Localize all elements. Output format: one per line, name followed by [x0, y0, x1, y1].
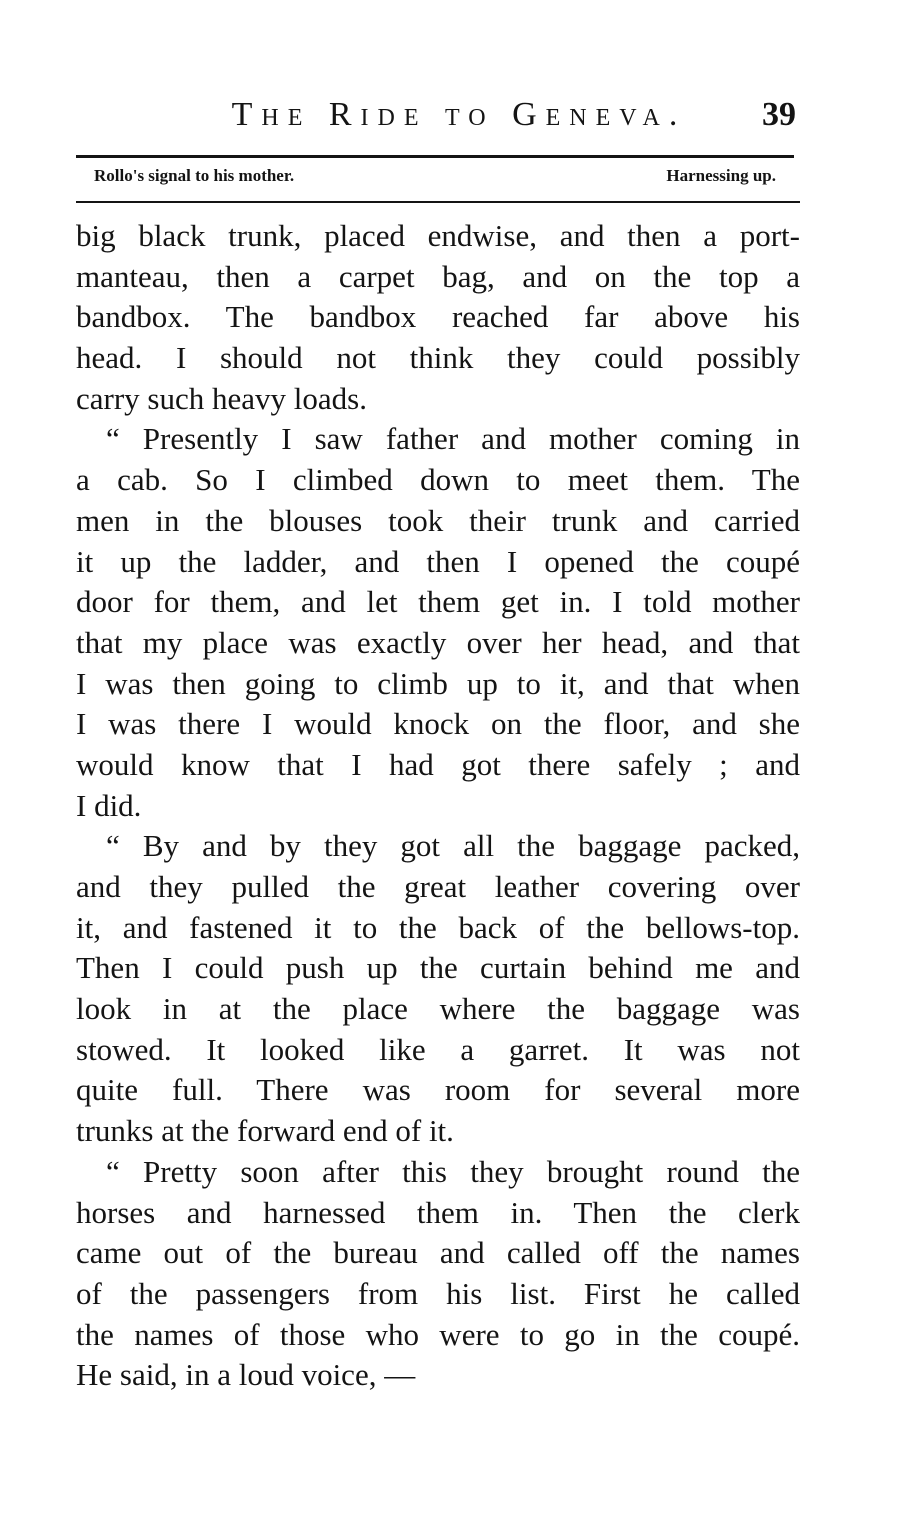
running-head	[76, 96, 798, 144]
text-line: and they pulled the great leather covering over	[76, 869, 800, 904]
text-line: He said, in a loud voice, —	[76, 1357, 416, 1393]
body-text	[76, 216, 800, 1396]
text-line: it up the ladder, and then I opened the coupé	[76, 543, 800, 579]
text-line: it, and fastened it to the back of the bellows-top.	[76, 909, 800, 945]
text-line: of the passengers from his list. First he called	[76, 1275, 800, 1311]
text-line: head. I should not think they could possibly	[76, 340, 800, 376]
text-line: Then I could push up the curtain behind me and	[76, 950, 800, 986]
header-rule-top	[76, 155, 794, 158]
header-rule-bottom	[76, 201, 800, 203]
text-line: carry such heavy loads.	[76, 380, 367, 416]
section-subheading	[76, 166, 794, 190]
text-line: bandbox. The bandbox reached far above his	[76, 299, 800, 335]
text-line: men in the blouses took their trunk and carried	[76, 502, 800, 538]
subheading-right: Harnessing up.	[666, 166, 776, 185]
text-line: came out of the bureau and called off the names	[76, 1235, 800, 1271]
text-line: “ By and by they got all the baggage packed,	[106, 828, 800, 864]
text-line: stowed. It looked like a garret. It was not	[76, 1031, 800, 1067]
text-line: I was there I would knock on the floor, and she	[76, 706, 800, 742]
text-line: that my place was exactly over her head, and that	[76, 624, 800, 660]
text-line: trunks at the forward end of it.	[76, 1113, 454, 1149]
text-line: I was then going to climb up to it, and that when	[76, 665, 800, 701]
text-line: horses and harnessed them in. Then the clerk	[76, 1194, 800, 1230]
text-line: would know that I had got there safely ; and	[76, 746, 800, 782]
text-line: I did.	[76, 787, 142, 823]
subheading-left: Rollo's signal to his mother.	[94, 166, 295, 185]
text-line: big black trunk, placed endwise, and then a port-	[76, 218, 800, 253]
text-line: quite full. There was room for several more	[76, 1072, 800, 1108]
text-line: look in at the place where the baggage was	[76, 991, 800, 1027]
text-line: the names of those who were to go in the coupé.	[76, 1316, 800, 1352]
text-line: door for them, and let them get in. I told mother	[76, 584, 800, 620]
page-number: 39	[762, 96, 796, 133]
text-line: manteau, then a carpet bag, and on the top a	[76, 258, 800, 294]
text-line: “ Presently I saw father and mother coming in	[106, 421, 800, 457]
text-line: a cab. So I climbed down to meet them. The	[76, 462, 800, 498]
running-title: The Ride to Geneva.	[231, 96, 687, 133]
text-line: “ Pretty soon after this they brought round the	[106, 1153, 800, 1189]
